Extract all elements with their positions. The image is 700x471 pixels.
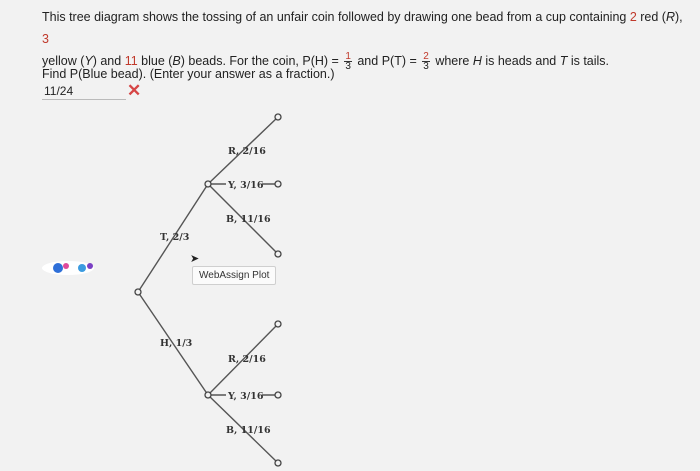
var-H: H: [472, 54, 482, 68]
h-blue-node: [275, 460, 281, 466]
webassign-plot-label: WebAssign Plot: [192, 266, 276, 285]
problem-text-1: This tree diagram shows the tossing of an unfair coin followed by drawing one bead from a cup containing: [42, 10, 630, 24]
problem-text-5: ) and: [92, 54, 125, 68]
problem-text-8: where: [435, 54, 473, 68]
question-text: Find P(Blue bead). (Enter your answer as a fraction.): [42, 67, 335, 81]
label-h-blue: B, 11/16: [226, 425, 271, 436]
label-tails: T, 2/3: [160, 232, 190, 243]
problem-text-10: is tails.: [567, 54, 610, 68]
pointer-cursor-icon: ➤: [190, 253, 200, 265]
label-h-red: R, 2/16: [228, 354, 266, 365]
t-red-node: [275, 114, 281, 120]
h-yellow-node: [275, 392, 281, 398]
tails-node: [205, 181, 211, 187]
problem-text-6: blue (: [137, 54, 173, 68]
label-t-yellow: Y, 3/16: [228, 180, 264, 191]
incorrect-icon: ✕: [127, 81, 142, 100]
yellow-count: 3: [42, 32, 49, 46]
var-R: R: [665, 10, 676, 24]
label-t-red: R, 2/16: [228, 146, 266, 157]
var-T: T: [559, 54, 568, 68]
prob-tails-den: 3: [423, 61, 429, 73]
label-h-yellow: Y, 3/16: [228, 391, 264, 402]
var-Y: Y: [84, 54, 93, 68]
h-red-node: [275, 321, 281, 327]
t-yellow-node: [275, 181, 281, 187]
and-word: and: [357, 54, 379, 68]
root-node: [135, 289, 141, 295]
t-blue-node: [275, 251, 281, 257]
var-B: B: [172, 54, 181, 68]
problem-text-3: ),: [675, 10, 683, 24]
heads-node: [205, 392, 211, 398]
answer-input[interactable]: 11/24: [42, 83, 126, 100]
prob-heads-label: P(H) =: [302, 54, 339, 68]
label-heads: H, 1/3: [160, 338, 193, 349]
blue-count: 11: [124, 54, 138, 68]
prob-heads-den: 3: [345, 61, 351, 73]
problem-text-7: ) beads. For the coin,: [180, 54, 303, 68]
label-t-blue: B, 11/16: [226, 214, 271, 225]
prob-tails-label: P(T) =: [381, 54, 417, 68]
problem-text-9: is heads and: [481, 54, 560, 68]
red-count: 2: [629, 10, 637, 24]
problem-text-4: yellow (: [42, 54, 85, 68]
prob-tails-num: 2: [423, 51, 429, 63]
palette-icon: [42, 261, 94, 275]
problem-text-2: red (: [636, 10, 666, 24]
prob-heads-num: 1: [345, 51, 351, 63]
